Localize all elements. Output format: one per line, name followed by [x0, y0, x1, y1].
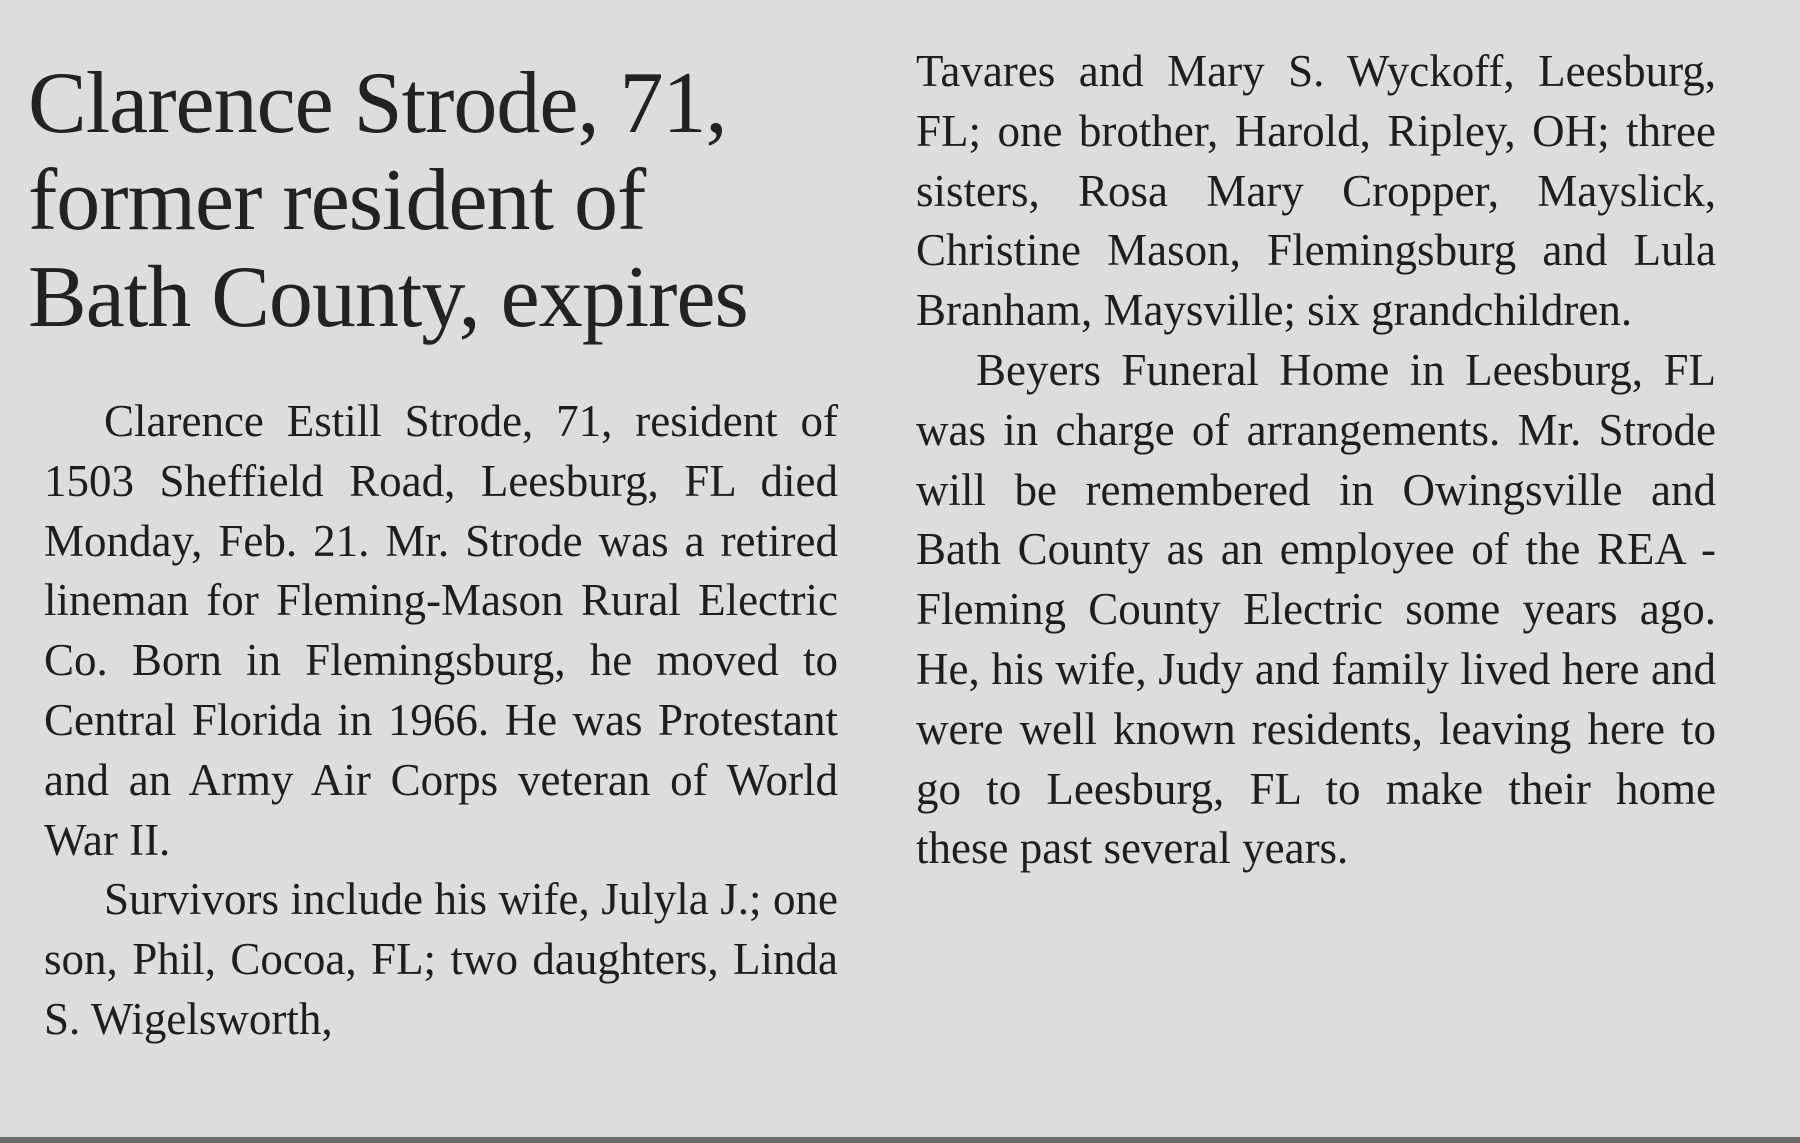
paragraph-survivors: Survivors include his wife, Julyla J.; one son, Phil, Cocoa, FL; two daughters, Linda S. Wigelsworth,	[44, 874, 838, 1044]
right-column	[916, 42, 1716, 879]
headline-line: Bath County, expires	[28, 249, 748, 346]
paragraph-survivors-continued: Tavares and Mary S. Wyckoff, Leesburg, FL; one brother, Harold, Ripley, OH; three sisters, Rosa Mary Cropper, Mayslick, Christine Mason, Flemingsburg and Lula Branham, Maysville; six grandchildren.	[916, 46, 1716, 336]
left-column	[44, 392, 838, 1050]
headline-line: Clarence Strode, 71,	[28, 55, 727, 152]
headline-line: former resident of	[28, 152, 646, 249]
bottom-rule	[0, 1137, 1800, 1143]
paragraph-death-notice: Clarence Estill Strode, 71, resident of 1503 Sheffield Road, Leesburg, FL died Monday, Feb. 21. Mr. Strode was a retired lineman for Fleming-Mason Rural Electric Co. Born in Flemingsburg, he moved to Central Florida in 1966. He was Protestant and an Army Air Corps veteran of World War II.	[44, 396, 838, 865]
paragraph-funeral-home: Beyers Funeral Home in Leesburg, FL was in charge of arrangements. Mr. Strode will be remembered in Owingsville and Bath County as an employee of the REA - Fleming County Electric some years ago. He, his wife, Judy and family lived here and were well known residents, leaving here to go to Leesburg, FL to make their home these past several years.	[916, 344, 1716, 874]
headline	[28, 55, 848, 346]
